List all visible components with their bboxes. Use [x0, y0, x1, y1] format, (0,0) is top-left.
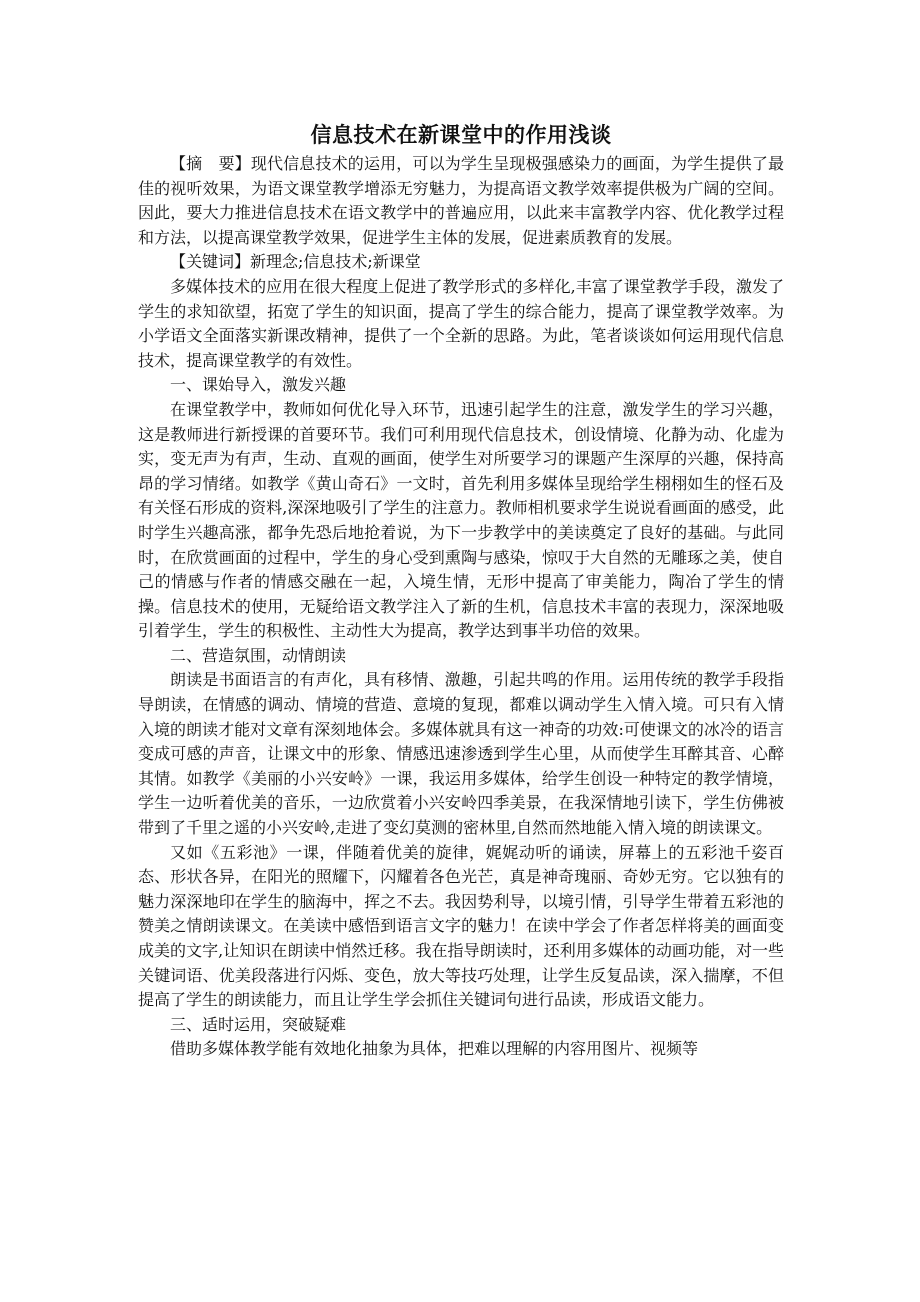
- abstract-text: 现代信息技术的运用，可以为学生呈现极强感染力的画面，为学生提供了最佳的视听效果，为语文课堂教学增添无穷魅力，为提高语文教学效率提供极为广阔的空间。因此，要大力推进信息技术在语文教学中的普遍应用，以此来丰富教学内容、优化教学过程和方法，以提高课堂教学效果，促进学生主体的发展，促进素质教育的发展。: [138, 154, 784, 247]
- section-2-paragraph-2: 又如《五彩池》一课，伴随着优美的旋律，娓娓动听的诵读，屏幕上的五彩池千姿百态、形状各异，在阳光的照耀下，闪耀着各色光芒，真是神奇瑰丽、奇妙无穷。它以独有的魅力深深地印在学生的脑海中，挥之不去。我因势利导，以境引情，引导学生带着五彩池的赞美之情朗读课文。在美读中感悟到语言文字的魅力！在读中学会了作者怎样将美的画面变成美的文字,让知识在朗读中悄然迁移。我在指导朗读时，还利用多媒体的动画功能，对一些关键词语、优美段落进行闪烁、变色，放大等技巧处理，让学生反复品读，深入揣摩，不但提高了学生的朗读能力，而且让学生学会抓住关键词句进行品读，形成语文能力。: [138, 842, 784, 1010]
- document-page: [138, 120, 784, 1062]
- keywords-paragraph: [138, 250, 784, 275]
- abstract-paragraph: [138, 152, 784, 250]
- section-3-paragraph: 借助多媒体教学能有效地化抽象为具体，把难以理解的内容用图片、视频等: [170, 1039, 699, 1059]
- intro-paragraph: 多媒体技术的应用在很大程度上促进了教学形式的多样化,丰富了课堂教学手段，激发了学生的求知欲望，拓宽了学生的知识面，提高了学生的综合能力，提高了课堂教学效率。为小学语文全面落实新课改精神，提供了一个全新的思路。为此，笔者谈谈如何运用现代信息技术，提高课堂教学的有效性。: [138, 276, 784, 370]
- keywords-text: 新理念;信息技术;新课堂: [250, 252, 421, 272]
- document-title: 信息技术在新课堂中的作用浅谈: [310, 123, 612, 147]
- section-heading-2: 二、营造氛围，动情朗读: [170, 645, 347, 665]
- section-heading-3: 三、适时运用，突破疑难: [170, 1014, 347, 1034]
- abstract-label: 【摘 要】: [170, 154, 251, 173]
- section-2-paragraph-1: 朗读是书面语言的有声化，具有移情、激趣，引起共鸣的作用。运用传统的教学手段指导朗读，在情感的调动、情境的营造、意境的复现，都难以调动学生入情入境。可只有入情入境的朗读才能对文章有深刻地体会。多媒体就具有这一神奇的功效:可使课文的冰冷的语言变成可感的声音，让课文中的形象、情感迅速渗透到学生心里，从而使学生耳醉其音、心醉其情。如教学《美丽的小兴安岭》一课，我运用多媒体，给学生创设一种特定的教学情境，学生一边听着优美的音乐，一边欣赏着小兴安岭四季美景，在我深情地引读下，学生仿佛被带到了千里之遥的小兴安岭,走进了变幻莫测的密林里,自然而然地能入情入境的朗读课文。: [138, 670, 784, 838]
- section-1-paragraph: 在课堂教学中，教师如何优化导入环节，迅速引起学生的注意，激发学生的学习兴趣，这是教师进行新授课的首要环节。我们可利用现代信息技术，创设情境、化静为动、化虚为实，变无声为有声，生动、直观的画面，使学生对所要学习的课题产生深厚的兴趣，保持高昂的学习情绪。如教学《黄山奇石》一文时，首先利用多媒体呈现给学生栩栩如生的怪石及有关怪石形成的资料,深深地吸引了学生的注意力。教师相机要求学生说说看画面的感受，此时学生兴趣高涨，都争先恐后地抢着说，为下一步教学中的美读奠定了良好的基础。与此同时，在欣赏画面的过程中，学生的身心受到熏陶与感染，惊叹于大自然的无雕琢之美，使自己的情感与作者的情感交融在一起，入境生情，无形中提高了审美能力，陶冶了学生的情操。信息技术的使用，无疑给语文教学注入了新的生机，信息技术丰富的表现力，深深地吸引着学生，学生的积极性、主动性大为提高，教学达到事半功倍的效果。: [138, 399, 784, 641]
- keywords-label: 【关键词】: [170, 252, 251, 272]
- section-heading-1: 一、课始导入，激发兴趣: [170, 375, 347, 395]
